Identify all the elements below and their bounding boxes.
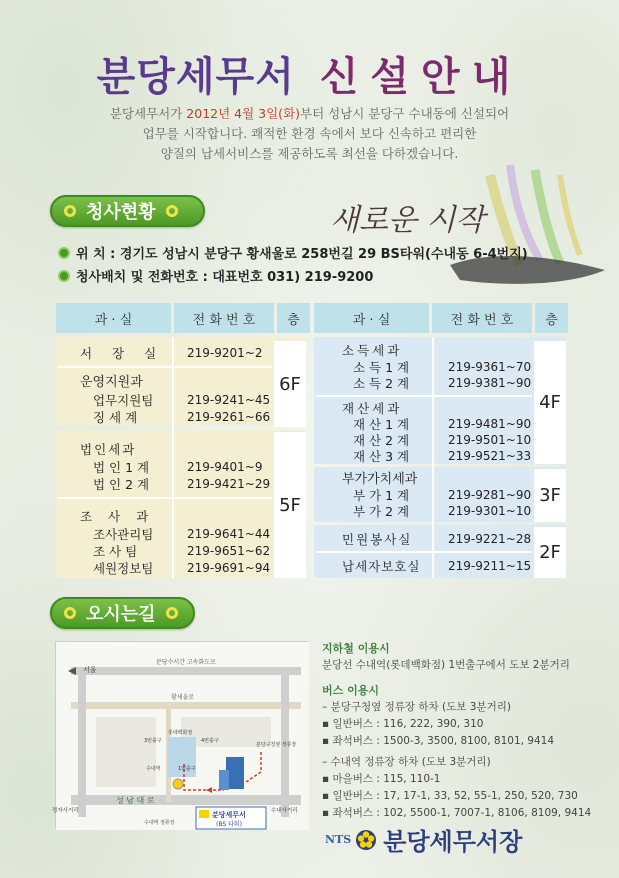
team-label: 부 가 2 계	[353, 504, 410, 519]
transit-directions	[322, 640, 612, 822]
map-label-busstop2: 수내역 정류장	[144, 820, 175, 826]
bus-stop1: – 분당구청옆 정류장 하차 (도보 3분거리)	[322, 701, 511, 713]
dept-label: 조 사 과	[80, 509, 155, 524]
team-label: 소 득 1 계	[353, 360, 410, 375]
slogan-text: 새로운 시작	[330, 203, 485, 238]
bus-title: 버스 이용시	[322, 684, 379, 697]
phone-number: 219-9641~44	[187, 527, 271, 541]
map-label-busstop1: 분당구청옆 정류장	[256, 742, 297, 748]
map-label-lotte: 롯데백화점	[168, 730, 193, 736]
row-divider	[58, 366, 272, 368]
nts-logo-text: NTS	[325, 833, 352, 846]
phone-number: 219-9521~33	[448, 449, 532, 463]
phone-number: 219-9261~66	[187, 410, 271, 424]
header-phone: 전 화 번 호	[174, 303, 274, 333]
phone-number: 219-9691~94	[187, 561, 271, 575]
map-label-station: 수내역	[146, 766, 161, 772]
row-divider	[58, 497, 272, 499]
phone-number: 219-9381~90	[448, 376, 532, 390]
row-divider	[316, 395, 532, 397]
header-floor: 층	[535, 303, 568, 333]
team-label: 재 산 3 계	[353, 449, 410, 464]
map-label-seoul: 서울	[83, 666, 97, 674]
pill-bullet-icon	[64, 607, 76, 619]
map-label-office: 분당세무서	[212, 811, 246, 819]
page-title	[0, 45, 619, 102]
intro-line1-post: 부터 성남시 분당구 수내동에 신설되어	[300, 106, 510, 121]
phone-number: 219-9651~62	[187, 544, 271, 558]
intro-line1	[0, 104, 619, 124]
map-label-hwangsaeul: 황새울로	[171, 694, 195, 701]
left-table-header	[56, 303, 313, 341]
title-part2: 신설안내	[319, 54, 523, 100]
map-drawing	[52, 642, 309, 830]
column-divider	[172, 337, 174, 578]
floor-label: 6F	[274, 341, 306, 427]
footer-logo	[325, 822, 522, 857]
subway-desc: 분당선 수내역(롯데백화점) 1번출구에서 도보 2분거리	[322, 659, 570, 671]
row-divider	[316, 551, 532, 553]
phone-number: 219-9281~90	[448, 488, 532, 502]
phone-number: 219-9201~2	[187, 346, 263, 360]
team-label: 부 가 1 계	[353, 488, 410, 503]
dept-label: 서 장 실	[80, 346, 165, 361]
intro-line3: 양질의 납세서비스를 제공하도록 최선을 다하겠습니다.	[160, 146, 459, 161]
phone-number: 219-9361~70	[448, 360, 532, 374]
bullet-icon	[58, 270, 70, 282]
dept-label: 민원봉사실	[342, 532, 413, 547]
subway-title: 지하철 이용시	[322, 642, 390, 655]
map-label-office-sub: (BS 타워)	[216, 821, 243, 828]
bus-stop2: – 수내역 정류장 하차 (도보 3분거리)	[322, 756, 491, 768]
map-label-sunae: 수내사거리	[271, 808, 298, 814]
bus-stop2-general: ▪ 일반버스 : 17, 17-1, 33, 52, 55-1, 250, 520, 730	[322, 790, 578, 802]
phone-number: 219-9421~29	[187, 477, 271, 491]
map-label-seongnam: 성 남 대 로	[116, 796, 155, 805]
team-label: 소 득 2 계	[353, 376, 410, 391]
phone-number: 219-9501~10	[448, 433, 532, 447]
phone-number: 219-9301~10	[448, 504, 532, 518]
right-table-header	[314, 303, 571, 341]
floor-label: 5F	[274, 432, 306, 578]
dept-label: 재산세과	[342, 401, 403, 416]
team-label: 조사관리팀	[93, 527, 154, 542]
intro-date: 2012년 4월 3일(화)	[186, 106, 301, 121]
location-map	[52, 641, 308, 829]
bus-stop1-seat: ▪ 좌석버스 : 1500-3, 3500, 8100, 8101, 9414	[322, 735, 555, 747]
pill-bullet-icon	[166, 607, 178, 619]
dept-label: 법인세과	[80, 442, 137, 457]
section-building-status	[50, 195, 205, 227]
phone-number: 219-9211~15	[448, 559, 532, 573]
team-label: 재 산 2 계	[353, 433, 410, 448]
section2-label: 오시는길	[86, 604, 156, 625]
bus-stop1-general: ▪ 일반버스 : 116, 222, 390, 310	[322, 718, 484, 730]
address-text: 위 치 : 경기도 성남시 분당구 황새울로 258번길 29 BS타워(수내동 6-4번지)	[76, 247, 528, 262]
intro-line1-pre: 분당세무서가	[109, 106, 187, 121]
org-name: 분당세무서장	[383, 828, 523, 856]
phone-number: 219-9401~9	[187, 460, 263, 474]
map-label-exit4: 4번출구	[201, 738, 219, 744]
phone-number: 219-9241~45	[187, 393, 271, 407]
map-label-jeongja: 정자사거리	[52, 808, 79, 814]
team-label: 법 인 1 계	[93, 460, 150, 475]
floor-label: 2F	[534, 527, 566, 578]
phone-number: 219-9481~90	[448, 417, 532, 431]
dept-label: 소득세과	[342, 343, 403, 358]
team-label: 재 산 1 계	[353, 417, 410, 432]
team-label: 법 인 2 계	[93, 477, 150, 492]
phone-info-line	[58, 266, 373, 285]
dept-label: 운영지원과	[80, 375, 143, 390]
bullet-icon	[58, 247, 70, 259]
phone-info-text: 청사배치 및 전화번호 : 대표번호 031) 219-9200	[76, 270, 374, 285]
pill-bullet-icon	[166, 205, 178, 217]
mugunghwa-icon	[355, 829, 377, 851]
bus-stop2-village: ▪ 마을버스 : 115, 110-1	[322, 773, 441, 785]
team-label: 세원정보팀	[93, 561, 154, 576]
team-label: 징 세 계	[93, 410, 138, 425]
team-label: 조 사 팀	[93, 544, 138, 559]
header-dept: 과 · 실	[314, 303, 429, 333]
header-dept: 과 · 실	[56, 303, 171, 333]
address-line	[58, 243, 528, 262]
dept-label: 납세자보호실	[342, 559, 421, 574]
floor-label: 3F	[534, 469, 566, 522]
map-label-expressway: 분당수서간 고속화도로	[156, 659, 216, 666]
pill-bullet-icon	[64, 205, 76, 217]
title-part1: 분당세무서	[96, 54, 295, 100]
map-label-exit1: 1번출구	[178, 766, 196, 772]
dept-label: 부가가치세과	[342, 472, 418, 487]
section1-label: 청사현황	[86, 202, 156, 223]
header-phone: 전 화 번 호	[432, 303, 532, 333]
intro-line2: 업무를 시작합니다. 쾌적한 환경 속에서 보다 신속하고 편리한	[142, 126, 477, 141]
section-directions	[50, 597, 195, 629]
phone-number: 219-9221~28	[448, 532, 532, 546]
bus-stop2-seat: ▪ 좌석버스 : 102, 5500-1, 7007-1, 8106, 8109, 9414	[322, 807, 592, 819]
team-label: 업무지원팀	[93, 393, 154, 408]
column-divider	[432, 337, 434, 578]
header-floor: 층	[277, 303, 310, 333]
floor-label: 4F	[534, 341, 566, 464]
map-label-exit3: 3번출구	[144, 738, 162, 744]
